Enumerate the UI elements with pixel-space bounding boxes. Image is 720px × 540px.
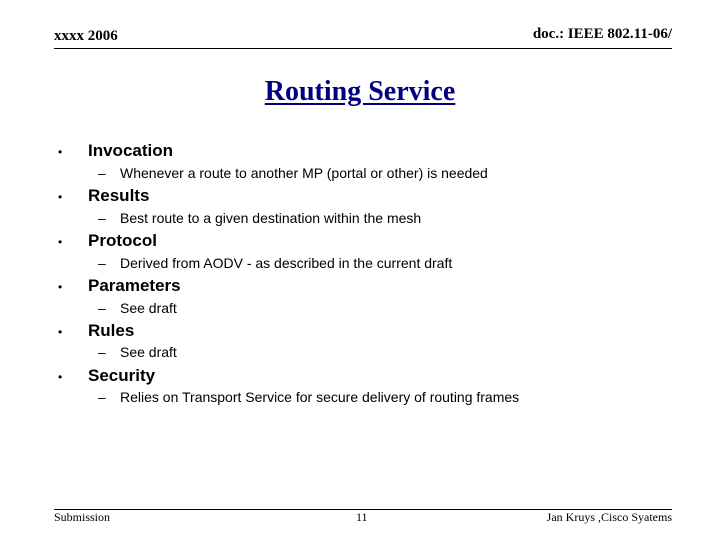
- footer-author: Jan Kruys ,Cisco Syatems: [546, 510, 672, 524]
- sub-item-text: Derived from AODV - as described in the current draft: [120, 255, 453, 271]
- dash-icon: –: [98, 389, 106, 405]
- bullet-label: Results: [88, 186, 150, 205]
- bullet-label: Rules: [88, 321, 135, 340]
- bullet-icon: •: [58, 370, 63, 384]
- bullet-icon: •: [58, 280, 63, 294]
- sub-item-text: Relies on Transport Service for secure delivery of routing frames: [120, 389, 520, 405]
- dash-icon: –: [98, 300, 106, 316]
- header-divider: [54, 48, 672, 49]
- sub-item-text: Whenever a route to another MP (portal or other) is needed: [120, 165, 488, 181]
- bullet-icon: •: [58, 190, 63, 204]
- dash-icon: –: [98, 255, 106, 271]
- bullet-label: Parameters: [88, 276, 181, 295]
- slide-title: Routing Service: [264, 76, 456, 107]
- header-date: xxxx 2006: [54, 28, 118, 44]
- bullet-label: Protocol: [88, 231, 157, 250]
- dash-icon: –: [98, 210, 106, 226]
- footer-submission: Submission: [54, 510, 111, 524]
- bullet-label: Security: [88, 366, 156, 385]
- sub-item-text: Best route to a given destination within the mesh: [120, 210, 422, 226]
- sub-item-text: See draft: [120, 344, 177, 360]
- sub-item-text: See draft: [120, 300, 177, 316]
- bullet-label: Invocation: [88, 141, 174, 160]
- dash-icon: –: [98, 344, 106, 360]
- dash-icon: –: [98, 165, 106, 181]
- bullet-icon: •: [58, 325, 63, 339]
- bullet-icon: •: [58, 145, 63, 159]
- header-doc-id: doc.: IEEE 802.11-06/: [532, 26, 672, 42]
- page-number: 11: [356, 510, 368, 524]
- bullet-icon: •: [58, 235, 63, 249]
